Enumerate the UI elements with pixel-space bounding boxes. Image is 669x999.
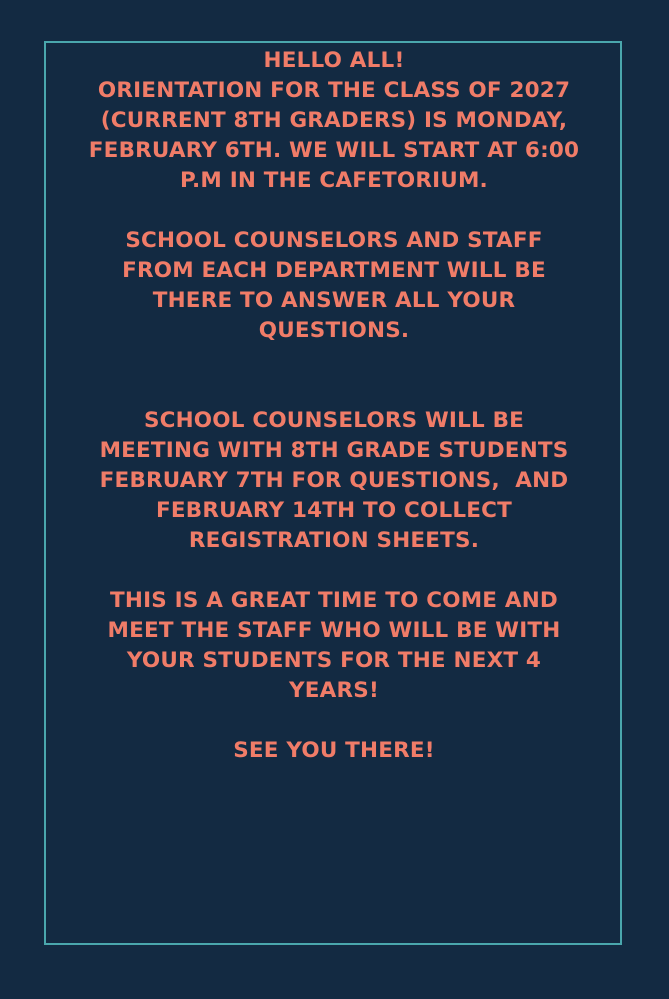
notice-text bbox=[48, 46, 620, 766]
counselor-paragraph bbox=[48, 406, 620, 556]
orientation-line: (CURRENT 8TH GRADERS) IS MONDAY, bbox=[100, 108, 568, 133]
counselor-line: REGISTRATION SHEETS. bbox=[188, 528, 480, 553]
spacer bbox=[48, 346, 620, 406]
invite-paragraph bbox=[48, 586, 620, 706]
staff-line: QUESTIONS. bbox=[258, 318, 410, 343]
spacer bbox=[48, 706, 620, 736]
invite-line: THIS IS A GREAT TIME TO COME AND bbox=[110, 588, 558, 613]
orientation-paragraph bbox=[48, 76, 620, 196]
counselor-line: FEBRUARY 14TH TO COLLECT bbox=[155, 498, 513, 523]
orientation-line: FEBRUARY 6TH. WE WILL START AT 6:00 bbox=[88, 138, 580, 163]
staff-paragraph bbox=[48, 226, 620, 346]
staff-line: FROM EACH DEPARTMENT WILL BE bbox=[122, 258, 546, 283]
greeting: HELLO ALL! bbox=[263, 48, 405, 73]
closing: SEE YOU THERE! bbox=[233, 738, 435, 763]
orientation-line: P.M IN THE CAFETORIUM. bbox=[180, 168, 488, 193]
invite-line: YEARS! bbox=[289, 678, 379, 703]
staff-line: THERE TO ANSWER ALL YOUR bbox=[152, 288, 516, 313]
invite-line: MEET THE STAFF WHO WILL BE WITH bbox=[107, 618, 561, 643]
counselor-line: FEBRUARY 7TH FOR QUESTIONS, AND bbox=[99, 468, 569, 493]
counselor-line: SCHOOL COUNSELORS WILL BE bbox=[143, 408, 525, 433]
orientation-line: ORIENTATION FOR THE CLASS OF 2027 bbox=[97, 78, 571, 103]
spacer bbox=[48, 556, 620, 586]
spacer bbox=[48, 196, 620, 226]
counselor-line: MEETING WITH 8TH GRADE STUDENTS bbox=[99, 438, 569, 463]
invite-line: YOUR STUDENTS FOR THE NEXT 4 bbox=[126, 648, 542, 673]
staff-line: SCHOOL COUNSELORS AND STAFF bbox=[125, 228, 543, 253]
